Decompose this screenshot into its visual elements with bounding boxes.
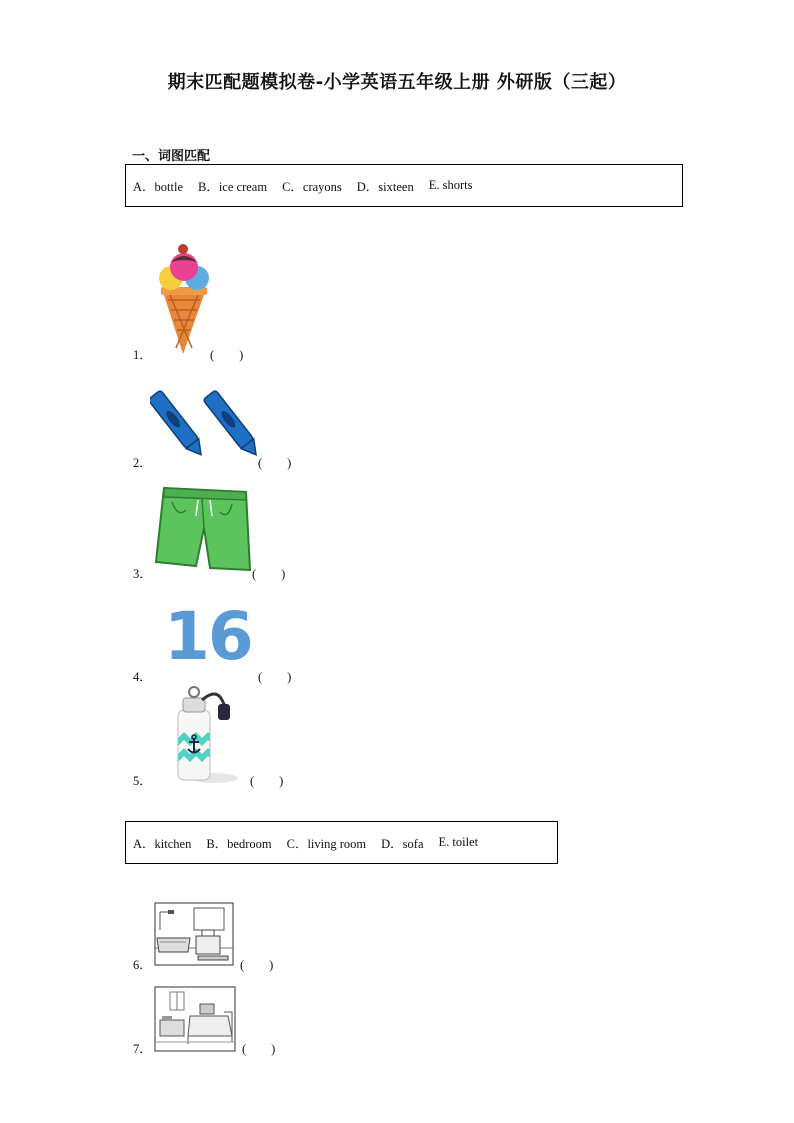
bedroom-sketch-icon xyxy=(154,986,236,1052)
answer-blank-2[interactable]: ( ) xyxy=(258,456,292,470)
answer-blank-4[interactable]: ( ) xyxy=(258,670,292,684)
option-d: D．sixteen xyxy=(356,179,414,194)
crayons-icon xyxy=(150,383,260,465)
answer-blank-5[interactable]: ( ) xyxy=(250,774,284,788)
section-heading: 一、词图匹配 xyxy=(132,149,211,164)
option-c: C．crayons xyxy=(282,179,342,194)
item-number-3: 3． xyxy=(133,567,152,581)
option-a: A．kitchen xyxy=(133,836,192,851)
bathroom-sketch-icon xyxy=(154,902,234,966)
answer-blank-1[interactable]: ( ) xyxy=(210,348,244,362)
answer-blank-3[interactable]: ( ) xyxy=(252,567,286,581)
option-c: C．living room xyxy=(286,836,367,851)
ice-cream-icon xyxy=(156,240,212,356)
answer-blank-7[interactable]: ( ) xyxy=(242,1042,276,1056)
option-a: A．bottle xyxy=(133,179,183,194)
item-number-2: 2． xyxy=(133,456,152,470)
option-b: B．bedroom xyxy=(206,836,272,851)
option-d: D．sofa xyxy=(381,836,424,851)
item-number-7: 7． xyxy=(133,1042,152,1056)
bottle-icon xyxy=(170,686,242,786)
options-box-2 xyxy=(125,821,558,864)
item-number-5: 5． xyxy=(133,774,152,788)
page-title: 期末匹配题模拟卷-小学英语五年级上册 外研版（三起） xyxy=(167,72,627,93)
answer-blank-6[interactable]: ( ) xyxy=(240,958,274,972)
item-number-4: 4． xyxy=(133,670,152,684)
shorts-icon xyxy=(152,482,254,574)
option-b: B．ice cream xyxy=(198,179,268,194)
number-sixteen-icon: 16 xyxy=(164,598,252,675)
options-box-1 xyxy=(125,164,683,207)
option-e: E. toilet xyxy=(438,835,479,849)
item-number-6: 6． xyxy=(133,958,152,972)
item-number-1: 1． xyxy=(133,348,152,362)
option-e: E. shorts xyxy=(428,178,473,192)
